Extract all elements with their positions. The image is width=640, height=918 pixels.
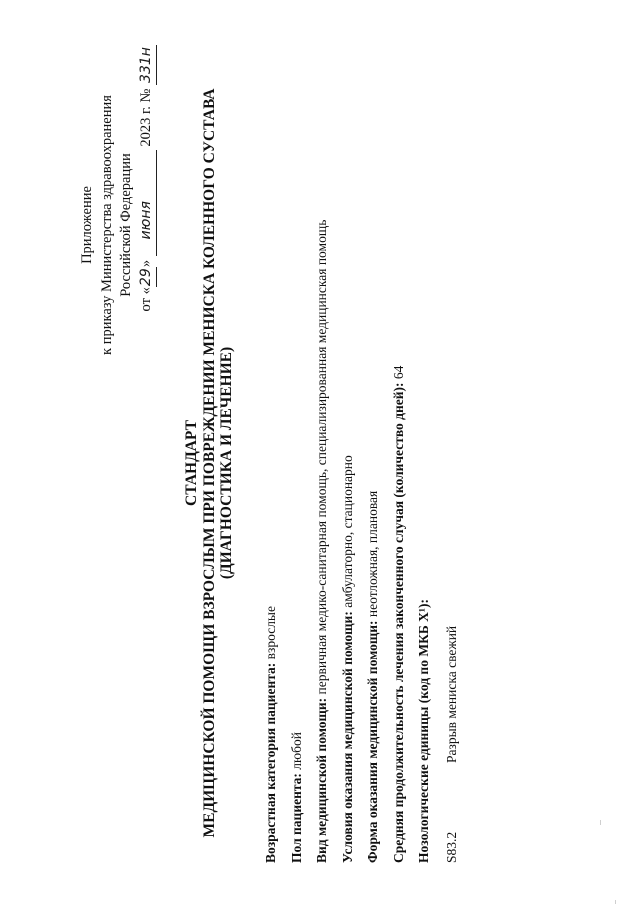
field-sex: Пол пациента: любой	[288, 732, 304, 863]
appendix-ministry-line: Российской Федерации	[118, 153, 134, 297]
field-nosology-header: Нозологические единицы (код по МКБ X¹):	[416, 599, 431, 863]
standard-fields	[262, 33, 441, 863]
date-prefix: от «	[137, 287, 154, 312]
appendix-block	[78, 35, 157, 415]
field-care-type: Вид медицинской помощи: первичная медико-санитарная помощь, специализированная медицинская помощь	[314, 219, 329, 863]
field-age-category: Возрастная категория пациента: взрослые	[263, 606, 278, 863]
handwritten-day: 29	[137, 267, 158, 287]
appendix-title: Приложение	[79, 186, 95, 264]
order-year-number-label: 2023 г. №	[137, 88, 154, 147]
diagnosis-name: Разрыв мениска свежий	[444, 625, 459, 763]
field-care-form: Форма оказания медицинской помощи: неотложная, плановая	[365, 490, 380, 863]
field-treatment-duration: Средняя продолжительность лечения законченного случая (количество дней): 64	[390, 365, 406, 863]
handwritten-month: июня	[137, 184, 158, 256]
appendix-order-line: к приказу Министерства здравоохранения	[98, 95, 115, 355]
order-date-line	[137, 35, 158, 415]
standard-title	[183, 68, 236, 858]
date-quote: »	[137, 259, 154, 268]
field-care-conditions: Условия оказания медицинской помощи: амбулаторно, стационарно	[339, 455, 355, 863]
icd-code: S83.2	[444, 831, 459, 863]
title-line-3: (ДИАГНОСТИКА И ЛЕЧЕНИЕ)	[218, 346, 235, 580]
handwritten-order-number: 331н	[137, 45, 158, 85]
title-line-1: СТАНДАРТ	[183, 420, 200, 506]
nosology-row	[444, 463, 460, 863]
title-line-2: МЕДИЦИНСКОЙ ПОМОЩИ ВЗРОСЛЫМ ПРИ ПОВРЕЖДЕНИИ МЕНИСКА КОЛЕННОГО СУСТАВА	[200, 88, 218, 838]
